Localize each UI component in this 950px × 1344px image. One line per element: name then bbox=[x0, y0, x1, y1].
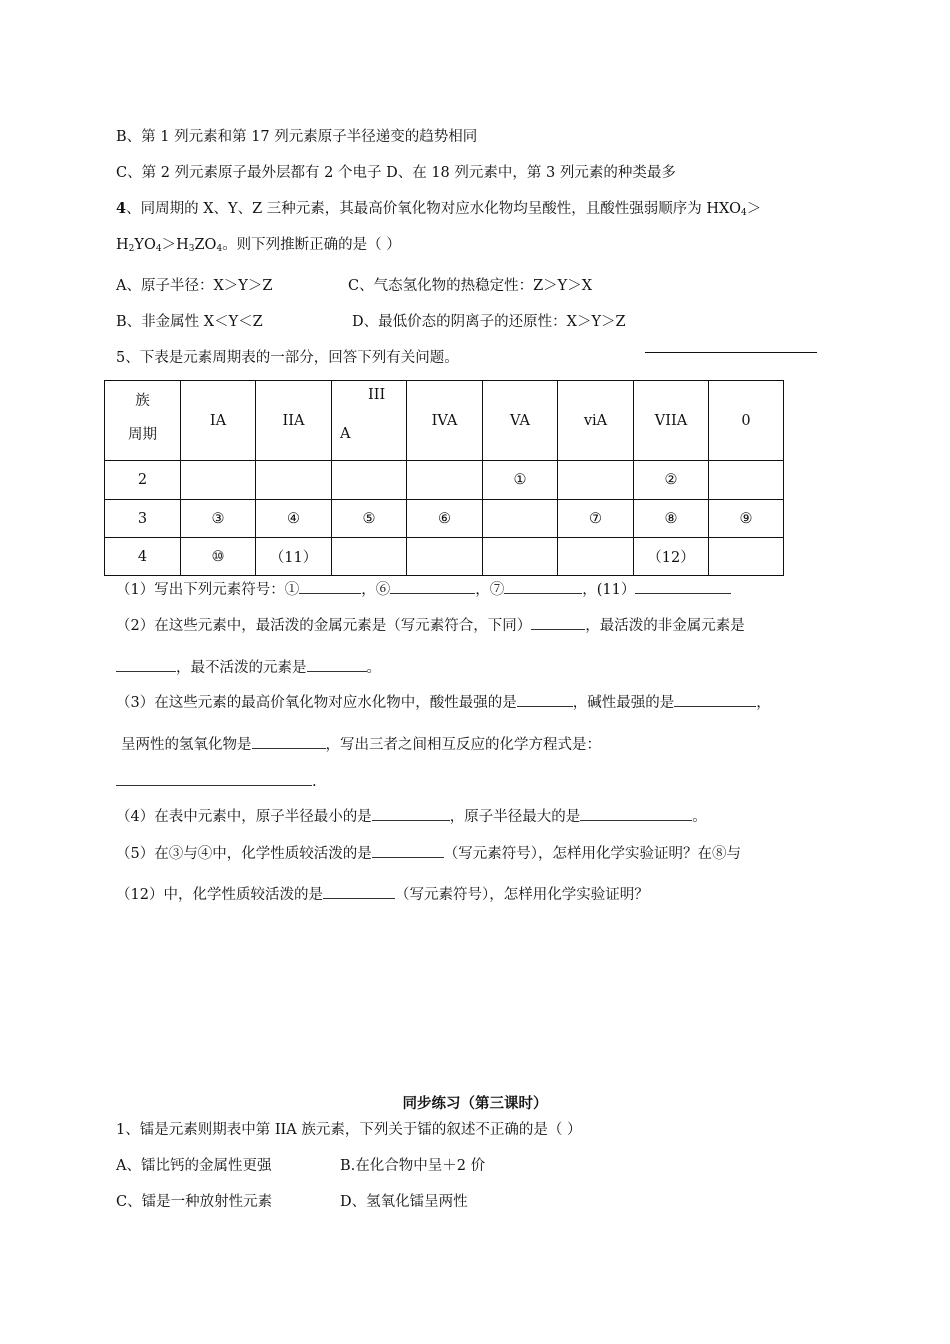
table-cell: ③ bbox=[181, 500, 256, 538]
blank-rule bbox=[645, 352, 817, 353]
q5-part2-text-d: 。 bbox=[366, 660, 381, 676]
q5-stem: 5、下表是元素周期表的一部分，回答下列有关问题。 bbox=[116, 350, 459, 366]
table-cell: （11） bbox=[256, 538, 332, 576]
period-label: 3 bbox=[105, 500, 181, 538]
group-header: viA bbox=[558, 381, 634, 461]
answer-blank[interactable] bbox=[323, 884, 395, 899]
q5-part3-line3 bbox=[116, 771, 317, 792]
q4-stem-gt: ＞ bbox=[746, 201, 762, 217]
table-cell bbox=[407, 461, 483, 500]
q5-part5-line2 bbox=[116, 884, 649, 905]
table-cell bbox=[407, 538, 483, 576]
table-row-period-3 bbox=[105, 500, 784, 538]
period-label: 4 bbox=[105, 538, 181, 576]
answer-blank[interactable] bbox=[635, 579, 731, 594]
table-cell bbox=[256, 461, 332, 500]
q5-part4-text-c: 。 bbox=[692, 809, 707, 825]
table-cell: ⑥ bbox=[407, 500, 483, 538]
q4-yo: YO bbox=[134, 237, 156, 253]
q5-part3-text: （3）在这些元素的最高价氧化物对应水化物中，酸性最强的是 bbox=[116, 695, 517, 711]
q4-gt-h: ＞H bbox=[161, 237, 189, 253]
q5-part3 bbox=[116, 692, 771, 713]
q5-part1 bbox=[116, 579, 731, 600]
answer-blank[interactable] bbox=[116, 657, 176, 672]
q5-part5-text-b: （写元素符号），怎样用化学实验证明？在⑧与 bbox=[443, 846, 741, 862]
answer-blank[interactable] bbox=[517, 692, 573, 707]
q5-part1-text-b: ，⑥ bbox=[361, 582, 391, 598]
q5-part3-text-c: ， bbox=[756, 695, 771, 711]
s-q1-option-d: D、氢氧化镭呈两性 bbox=[340, 1194, 468, 1210]
q4-sub: 3 bbox=[188, 244, 195, 254]
answer-blank[interactable] bbox=[252, 734, 326, 749]
table-cell: ② bbox=[634, 461, 709, 500]
q4-number: 4 bbox=[116, 200, 127, 217]
q5-part3-text-d: 呈两性的氢氧化物是 bbox=[121, 737, 252, 753]
table-cell: ④ bbox=[256, 500, 332, 538]
q4-h: H bbox=[116, 237, 129, 253]
group-header-iii: III bbox=[368, 387, 386, 403]
table-cell bbox=[181, 461, 256, 500]
s-q1-option-b: B.在化合物中呈＋2 价 bbox=[340, 1158, 486, 1174]
q5-part3-text-f: . bbox=[312, 774, 317, 790]
answer-blank[interactable] bbox=[307, 657, 367, 672]
answer-blank[interactable] bbox=[531, 615, 585, 630]
q4-zo: ZO bbox=[194, 237, 217, 253]
q5-part4 bbox=[116, 806, 707, 827]
table-cell bbox=[558, 538, 634, 576]
table-row-period-2 bbox=[105, 461, 784, 500]
q3-option-cd: C、第 2 列元素原子最外层都有 2 个电子 D、在 18 列元素中，第 3 列元素的种类最多 bbox=[116, 165, 676, 181]
q4-stem-sub: 4 bbox=[741, 208, 747, 218]
q4-stem-line2 bbox=[116, 235, 401, 259]
table-cell bbox=[483, 538, 558, 576]
table-row-period-4 bbox=[105, 538, 784, 576]
section-title: 同步练习（第三课时） bbox=[402, 1095, 548, 1112]
group-header: IIA bbox=[256, 381, 332, 461]
q4-option-c: C、气态氢化物的热稳定性：Z＞Y＞X bbox=[348, 278, 593, 294]
s-q1-option-c: C、镭是一种放射性元素 bbox=[116, 1194, 273, 1210]
table-cell bbox=[332, 461, 407, 500]
q4-option-a: A、原子半径：X＞Y＞Z bbox=[116, 278, 273, 294]
table-cell: ⑧ bbox=[634, 500, 709, 538]
corner-group-label: 族 bbox=[135, 393, 150, 409]
corner-period-label: 周期 bbox=[128, 427, 157, 443]
q5-part4-text-b: ，原子半径最大的是 bbox=[449, 809, 581, 825]
q4-stem-text: 、同周期的 X、Y、Z 三种元素，其最高价氧化物对应水化物均呈酸性，且酸性强弱顺序为 HXO bbox=[126, 201, 741, 217]
period-label: 2 bbox=[105, 461, 181, 500]
answer-blank[interactable] bbox=[372, 806, 450, 821]
s-q1-stem: 1、镭是元素则期表中第 IIA 族元素，下列关于镭的叙述不正确的是（ ） bbox=[116, 1122, 582, 1138]
table-cell: （12） bbox=[634, 538, 709, 576]
table-cell bbox=[332, 538, 407, 576]
table-cell: ① bbox=[483, 461, 558, 500]
q5-part5-text-d: （写元素符号），怎样用化学实验证明？ bbox=[394, 887, 649, 903]
corner-cell bbox=[105, 381, 181, 461]
q5-part5 bbox=[116, 843, 741, 864]
q3-option-b: B、第 1 列元素和第 17 列元素原子半径递变的趋势相同 bbox=[116, 129, 478, 145]
q4-option-b: B、非金属性 X＜Y＜Z bbox=[116, 314, 263, 330]
group-header: IVA bbox=[407, 381, 483, 461]
q4-question: 。则下列推断正确的是（ ） bbox=[222, 237, 401, 253]
answer-blank[interactable] bbox=[299, 579, 361, 594]
q4-option-d: D、最低价态的阴离子的还原性：X＞Y＞Z bbox=[352, 314, 626, 330]
q5-part3-text-b: ，碱性最强的是 bbox=[572, 695, 675, 711]
q4-sub: 2 bbox=[128, 244, 135, 254]
group-header: IA bbox=[181, 381, 256, 461]
group-header: VA bbox=[483, 381, 558, 461]
table-cell: ⑩ bbox=[181, 538, 256, 576]
q5-part3-text-e: ，写出三者之间相互反应的化学方程式是： bbox=[325, 737, 601, 753]
q5-part2-text: （2）在这些元素中，最活泼的金属元素是（写元素符合，下同） bbox=[116, 618, 532, 634]
answer-blank[interactable] bbox=[504, 579, 582, 594]
q5-part1-text-d: ，(11） bbox=[582, 582, 636, 598]
answer-blank[interactable] bbox=[116, 771, 312, 786]
group-header-iiia bbox=[332, 381, 407, 461]
q5-part2-text-b: ，最活泼的非金属元素是 bbox=[585, 618, 745, 634]
table-cell: ⑤ bbox=[332, 500, 407, 538]
group-header: 0 bbox=[709, 381, 784, 461]
q4-sub: 4 bbox=[155, 244, 162, 254]
table-cell: ⑦ bbox=[558, 500, 634, 538]
answer-blank[interactable] bbox=[580, 806, 692, 821]
table-cell bbox=[709, 461, 784, 500]
q5-part1-text: （1）写出下列元素符号：① bbox=[116, 582, 300, 598]
table-cell bbox=[483, 500, 558, 538]
q5-part3-line2 bbox=[121, 734, 601, 755]
q5-part4-text: （4）在表中元素中，原子半径最小的是 bbox=[116, 809, 372, 825]
table-header-row bbox=[105, 381, 784, 461]
group-header-a: A bbox=[340, 426, 351, 442]
group-header: VIIA bbox=[634, 381, 709, 461]
s-q1-option-a: A、镭比钙的金属性更强 bbox=[116, 1158, 272, 1174]
periodic-table bbox=[104, 380, 784, 576]
q4-stem bbox=[116, 199, 761, 223]
table-cell bbox=[709, 538, 784, 576]
q4-sub: 4 bbox=[216, 244, 223, 254]
q5-part2 bbox=[116, 615, 745, 636]
q5-part1-text-c: ，⑦ bbox=[475, 582, 505, 598]
q5-part5-text: （5）在③与④中，化学性质较活泼的是 bbox=[116, 846, 372, 862]
table-cell bbox=[558, 461, 634, 500]
table-cell: ⑨ bbox=[709, 500, 784, 538]
answer-blank[interactable] bbox=[372, 843, 444, 858]
q5-part2-line2 bbox=[116, 657, 381, 678]
q5-part5-text-c: （12）中，化学性质较活泼的是 bbox=[116, 887, 323, 903]
answer-blank[interactable] bbox=[390, 579, 475, 594]
q5-part2-text-c: ，最不活泼的元素是 bbox=[176, 660, 307, 676]
answer-blank[interactable] bbox=[674, 692, 756, 707]
